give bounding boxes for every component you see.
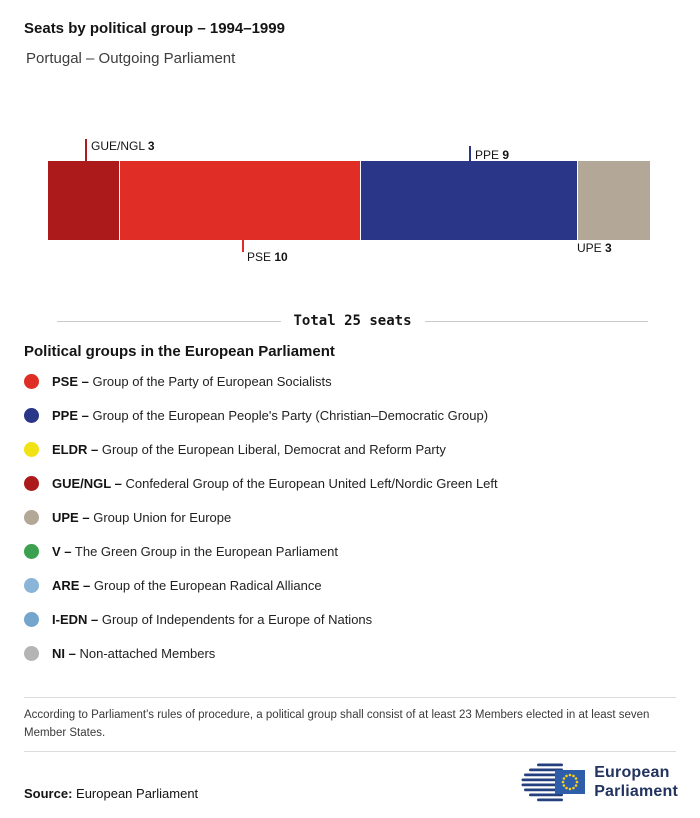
guengl-leader-line <box>85 139 87 161</box>
group-seats: 3 <box>147 139 155 153</box>
legend-item <box>24 398 676 432</box>
legend-item <box>24 602 676 636</box>
source-line <box>24 786 198 801</box>
legend-dot <box>24 646 39 661</box>
logo-line2: Parliament <box>594 782 678 800</box>
source-value: European Parliament <box>76 786 199 801</box>
legend-label <box>52 476 498 491</box>
stacked-bar <box>48 161 650 240</box>
footnote: According to Parliament's rules of procedure, a political group shall consist of at least 23 Members elected in at least seven Member States. <box>24 709 650 739</box>
logo-text <box>594 764 678 801</box>
european-parliament-logo <box>521 762 678 803</box>
legend-label <box>52 442 446 457</box>
legend-item <box>24 568 676 602</box>
page-subtitle: Portugal – Outgoing Parliament <box>26 50 236 67</box>
legend-dot <box>24 612 39 627</box>
legend-dot <box>24 374 39 389</box>
legend-abbr: UPE – <box>52 509 90 525</box>
ppe-label <box>475 148 509 162</box>
legend-item <box>24 636 676 670</box>
legend-item <box>24 466 676 500</box>
legend-dot <box>24 442 39 457</box>
group-name: PSE <box>247 250 272 264</box>
legend-label <box>52 408 488 423</box>
legend-abbr: GUE/NGL – <box>52 475 122 491</box>
legend-item <box>24 432 676 466</box>
legend-label <box>52 612 372 627</box>
legend-desc: Confederal Group of the European United Left/Nordic Green Left <box>125 475 498 491</box>
legend-item <box>24 364 676 398</box>
divider-top <box>24 697 676 698</box>
group-name: UPE <box>577 241 602 255</box>
legend-desc: Group of the Party of European Socialists <box>92 373 332 389</box>
page-title: Seats by political group – 1994–1999 <box>24 20 285 37</box>
bar-segment-pse <box>120 161 361 240</box>
bar-segment-upe <box>578 161 650 240</box>
bar-segment-ppe <box>361 161 578 240</box>
legend-label <box>52 544 338 559</box>
total-seats-label: Total 25 seats <box>293 313 412 329</box>
group-seats: 3 <box>605 241 612 255</box>
ppe-leader-line <box>469 146 471 161</box>
legend-desc: Group of the European People's Party (Christian–Democratic Group) <box>92 407 489 423</box>
group-seats: 9 <box>502 148 510 162</box>
left-rule <box>57 321 281 322</box>
legend-abbr: PSE – <box>52 373 89 389</box>
legend-desc: Group Union for Europe <box>93 509 232 525</box>
legend-dot <box>24 510 39 525</box>
upe-label <box>577 241 612 255</box>
group-name: PPE <box>475 148 500 162</box>
group-name: GUE/NGL <box>91 139 145 153</box>
legend-abbr: NI – <box>52 645 76 661</box>
total-seats-row <box>57 313 648 329</box>
pse-label <box>247 250 288 264</box>
legend-item <box>24 534 676 568</box>
legend-abbr: V – <box>52 543 72 559</box>
legend-list <box>24 364 676 670</box>
ep-hemicycle-flag-icon <box>521 762 585 803</box>
legend-desc: Group of Independents for a Europe of Nations <box>101 611 373 627</box>
legend-abbr: I-EDN – <box>52 611 99 627</box>
legend-abbr: ARE – <box>52 577 91 593</box>
bar-segment-gue-ngl <box>48 161 120 240</box>
legend-dot <box>24 544 39 559</box>
legend-label <box>52 578 322 593</box>
divider-bottom <box>24 751 676 752</box>
legend-abbr: ELDR – <box>52 441 99 457</box>
pse-leader-line <box>242 240 244 252</box>
legend-desc: Group of the European Liberal, Democrat and Reform Party <box>101 441 446 457</box>
legend-desc: Non-attached Members <box>79 645 216 661</box>
legend-heading: Political groups in the European Parliament <box>24 343 335 360</box>
legend-dot <box>24 408 39 423</box>
legend-label <box>52 510 231 525</box>
right-rule <box>425 321 649 322</box>
legend-desc: The Green Group in the European Parliament <box>74 543 338 559</box>
source-label: Source: <box>24 786 73 801</box>
legend-label <box>52 374 332 389</box>
legend-item <box>24 500 676 534</box>
group-seats: 10 <box>274 250 288 264</box>
legend-dot <box>24 578 39 593</box>
logo-line1: European <box>594 764 670 782</box>
legend-desc: Group of the European Radical Alliance <box>93 577 322 593</box>
legend-label <box>52 646 215 661</box>
guengl-label <box>91 139 155 153</box>
legend-abbr: PPE – <box>52 407 89 423</box>
legend-dot <box>24 476 39 491</box>
